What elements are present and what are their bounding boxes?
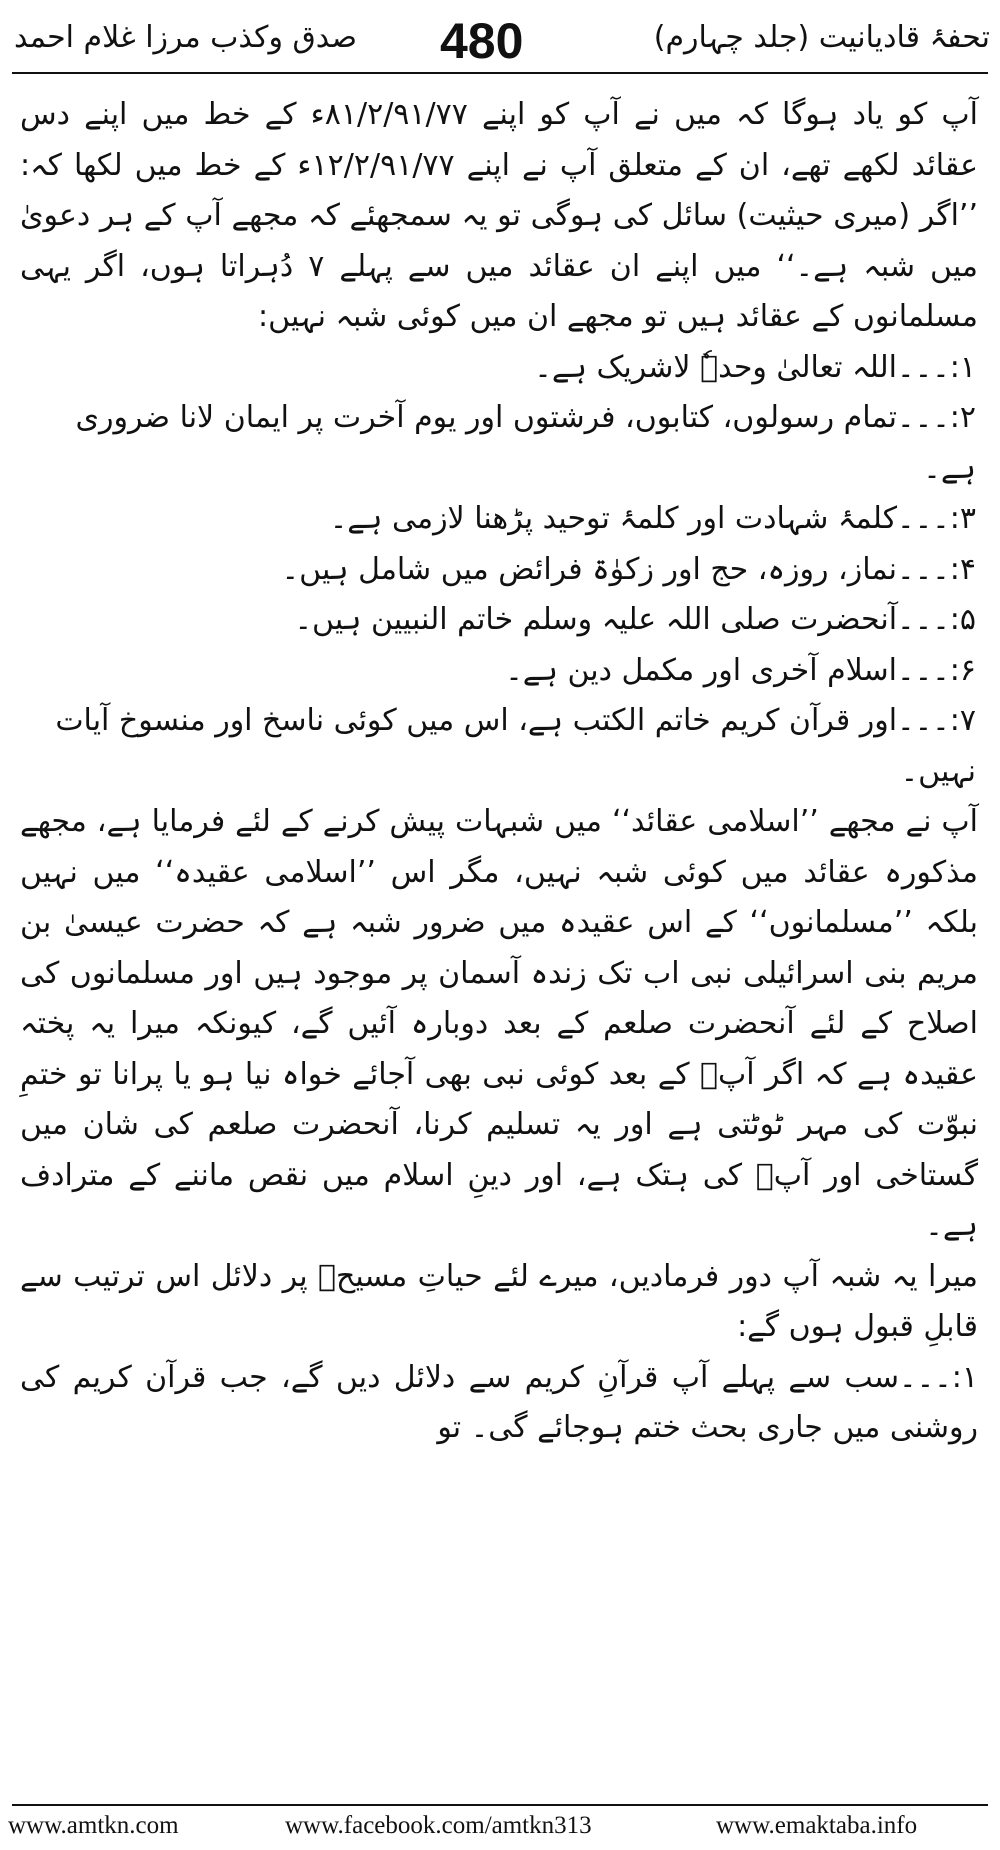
footer-divider: [12, 1804, 988, 1806]
footer-link-amtkn[interactable]: www.amtkn.com: [8, 1812, 179, 1839]
chapter-title: صدق وکذب مرزا غلام احمد: [14, 20, 357, 55]
page-footer: [0, 1808, 1000, 1848]
intro-paragraph: آپ کو یاد ہوگا کہ میں نے آپ کو اپنے ۸۱/۲/۹۱/۷۷ء کے خط میں اپنے دس عقائد لکھے تھے، ان کے متعلق آپ نے اپنے ۱۲/۲/۹۱/۷۷ء کے خط میں لکھا کہ: ’’اگر (میری حیثیت) سائل کی ہوگی تو یہ سمجھئے کہ مجھے آپ کے ہر دعویٰ میں شبہ ہے۔‘‘ میں اپنے ان عقائد میں سے پہلے ۷ دُہراتا ہوں، اگر یہی مسلمانوں کے عقائد ہیں تو مجھے ان میں کوئی شبہ نہیں:: [20, 97, 978, 334]
page-number: 480: [440, 13, 524, 69]
belief-item: ۲:۔۔۔تمام رسولوں، کتابوں، فرشتوں اور یوم آخرت پر ایمان لانا ضروری ہے۔: [75, 400, 976, 486]
header-divider: [12, 72, 988, 74]
belief-item: ۷:۔۔۔اور قرآن کریم خاتم الکتب ہے، اس میں کوئی ناسخ اور منسوخ آیات نہیں۔: [55, 703, 976, 789]
objection-paragraph: آپ نے مجھے ’’اسلامی عقائد‘‘ میں شبہات پیش کرنے کے لئے فرمایا ہے، مجھے مذکورہ عقائد میں کوئی شبہ نہیں، مگر اس ’’اسلامی عقیدہ‘‘ میں نہیں بلکہ ’’مسلمانوں‘‘ کے اس عقیدہ میں ضرور شبہ ہے کہ حضرت عیسیٰ بن مریم بنی اسرائیلی نبی اب تک زندہ آسمان پر موجود ہیں اور مسلمانوں کی اصلاح کے لئے آنحضرت صلعم کے بعد دوبارہ آئیں گے، کیونکہ میرا یہ پختہ عقیدہ ہے کہ اگر آپؐ کے بعد کوئی نبی بھی آجائے خواہ نیا ہو یا پرانا تو ختمِ نبوّت کی مہر ٹوٹتی ہے اور یہ تسلیم کرنا، آنحضرت صلعم کی شان میں گستاخی اور آپؐ کی ہتک ہے، اور دینِ اسلام میں نقص ماننے کے مترادف ہے۔: [20, 804, 978, 1243]
belief-item: ۳:۔۔۔کلمۂ شہادت اور کلمۂ توحید پڑھنا لازمی ہے۔: [329, 501, 976, 536]
footer-link-facebook[interactable]: www.facebook.com/amtkn313: [285, 1812, 592, 1839]
request-paragraph: میرا یہ شبہ آپ دور فرمادیں، میرے لئے حیاتِ مسیحؑ پر دلائل اس ترتیب سے قابلِ قبول ہوں گے:: [20, 1258, 978, 1344]
belief-item: ۵:۔۔۔آنحضرت صلی اللہ علیہ وسلم خاتم النبیین ہیں۔: [294, 602, 976, 637]
footer-link-emaktaba[interactable]: www.emaktaba.info: [716, 1812, 918, 1839]
page-header: [0, 13, 1000, 70]
belief-item: ۶:۔۔۔اسلام آخری اور مکمل دین ہے۔: [505, 652, 976, 688]
evidence-first-paragraph: ۱:۔۔۔سب سے پہلے آپ قرآنِ کریم سے دلائل دیں گے، جب قرآن کریم کی روشنی میں جاری بحث ختم ہوجائے گی۔ تو: [20, 1359, 978, 1445]
book-title: تحفۂ قادیانیت (جلد چہارم): [653, 20, 990, 55]
page-body: [20, 90, 978, 1454]
belief-item: ۴:۔۔۔نماز، روزہ، حج اور زکوٰۃ فرائض میں شامل ہیں۔: [281, 551, 976, 587]
belief-item: ۱:۔۔۔اللہ تعالیٰ وحدہٗ لاشریک ہے۔: [534, 349, 976, 385]
